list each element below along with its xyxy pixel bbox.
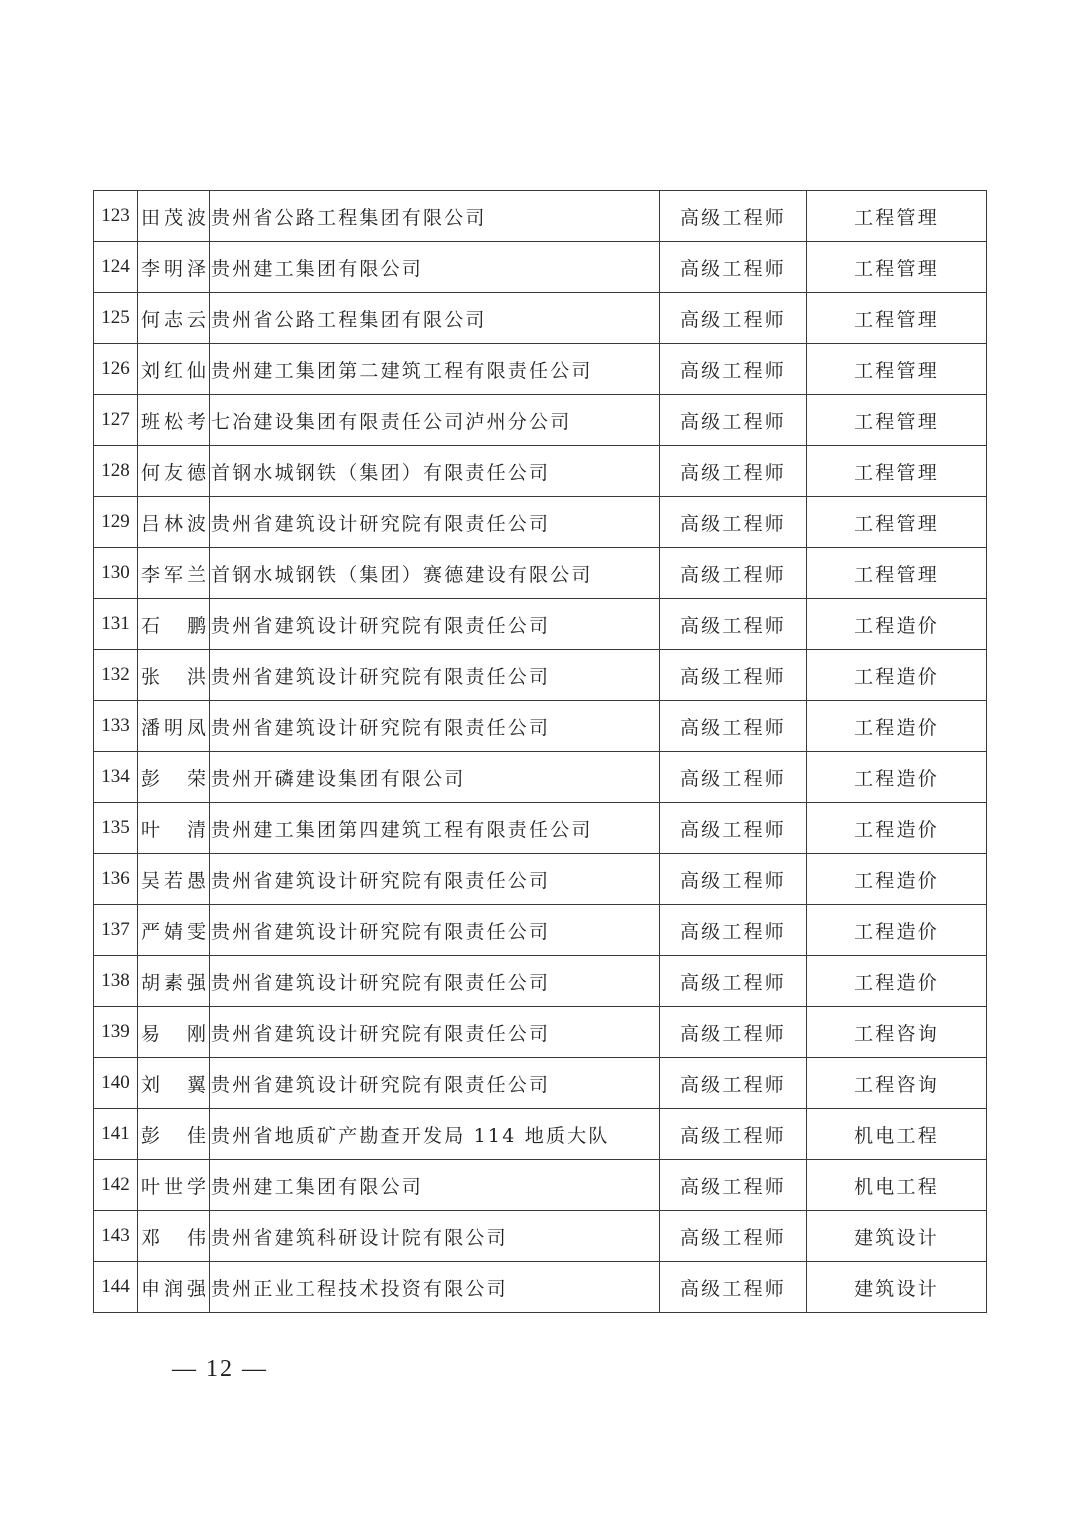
organization-cell: 贵州建工集团有限公司 xyxy=(210,1160,660,1211)
professional-title-cell: 高级工程师 xyxy=(660,191,807,242)
table-row xyxy=(94,752,987,803)
row-number-cell: 138 xyxy=(94,956,138,1007)
specialty-field-cell: 机电工程 xyxy=(807,1109,987,1160)
specialty-field-cell: 工程咨询 xyxy=(807,1058,987,1109)
row-number-cell: 143 xyxy=(94,1211,138,1262)
organization-cell: 七冶建设集团有限责任公司泸州分公司 xyxy=(210,395,660,446)
specialty-field-cell: 工程管理 xyxy=(807,395,987,446)
table-row xyxy=(94,1211,987,1262)
specialty-field-cell: 工程管理 xyxy=(807,446,987,497)
professional-title-cell: 高级工程师 xyxy=(660,905,807,956)
professional-title-cell: 高级工程师 xyxy=(660,344,807,395)
table-row xyxy=(94,344,987,395)
organization-cell: 贵州省建筑设计研究院有限责任公司 xyxy=(210,650,660,701)
row-number-cell: 136 xyxy=(94,854,138,905)
organization-cell: 贵州省建筑科研设计院有限公司 xyxy=(210,1211,660,1262)
specialty-field-cell: 工程造价 xyxy=(807,752,987,803)
professional-title-cell: 高级工程师 xyxy=(660,446,807,497)
organization-cell: 贵州省建筑设计研究院有限责任公司 xyxy=(210,497,660,548)
table-row xyxy=(94,599,987,650)
organization-cell: 贵州省公路工程集团有限公司 xyxy=(210,191,660,242)
professional-title-cell: 高级工程师 xyxy=(660,1160,807,1211)
person-name-cell: 叶清 xyxy=(138,803,210,854)
row-number-cell: 131 xyxy=(94,599,138,650)
organization-cell: 贵州建工集团有限公司 xyxy=(210,242,660,293)
row-number-cell: 142 xyxy=(94,1160,138,1211)
specialty-field-cell: 工程管理 xyxy=(807,242,987,293)
person-name-cell: 彭佳 xyxy=(138,1109,210,1160)
person-name-cell: 吕林波 xyxy=(138,497,210,548)
person-name-cell: 刘翼 xyxy=(138,1058,210,1109)
organization-cell: 贵州省建筑设计研究院有限责任公司 xyxy=(210,854,660,905)
specialty-field-cell: 工程造价 xyxy=(807,956,987,1007)
person-name-cell: 申润强 xyxy=(138,1262,210,1313)
table-row xyxy=(94,191,987,242)
specialty-field-cell: 工程管理 xyxy=(807,293,987,344)
organization-cell: 贵州建工集团第二建筑工程有限责任公司 xyxy=(210,344,660,395)
professional-title-cell: 高级工程师 xyxy=(660,1262,807,1313)
organization-cell: 贵州正业工程技术投资有限公司 xyxy=(210,1262,660,1313)
row-number-cell: 126 xyxy=(94,344,138,395)
professional-title-cell: 高级工程师 xyxy=(660,803,807,854)
professional-title-cell: 高级工程师 xyxy=(660,497,807,548)
table-row xyxy=(94,446,987,497)
table-row xyxy=(94,1160,987,1211)
table-row xyxy=(94,905,987,956)
person-name-cell: 吴若愚 xyxy=(138,854,210,905)
specialty-field-cell: 工程造价 xyxy=(807,854,987,905)
row-number-cell: 128 xyxy=(94,446,138,497)
professional-title-cell: 高级工程师 xyxy=(660,1109,807,1160)
table-row xyxy=(94,1058,987,1109)
specialty-field-cell: 工程咨询 xyxy=(807,1007,987,1058)
table-row xyxy=(94,650,987,701)
organization-cell: 贵州开磷建设集团有限公司 xyxy=(210,752,660,803)
row-number-cell: 123 xyxy=(94,191,138,242)
professional-title-cell: 高级工程师 xyxy=(660,752,807,803)
person-name-cell: 班松考 xyxy=(138,395,210,446)
professional-title-cell: 高级工程师 xyxy=(660,701,807,752)
professional-title-cell: 高级工程师 xyxy=(660,599,807,650)
row-number-cell: 134 xyxy=(94,752,138,803)
row-number-cell: 130 xyxy=(94,548,138,599)
professional-title-cell: 高级工程师 xyxy=(660,293,807,344)
person-name-cell: 李明泽 xyxy=(138,242,210,293)
specialty-field-cell: 工程管理 xyxy=(807,497,987,548)
organization-cell: 贵州省建筑设计研究院有限责任公司 xyxy=(210,599,660,650)
table-row xyxy=(94,395,987,446)
person-name-cell: 胡素强 xyxy=(138,956,210,1007)
specialty-field-cell: 工程造价 xyxy=(807,599,987,650)
specialty-field-cell: 工程造价 xyxy=(807,803,987,854)
person-name-cell: 邓伟 xyxy=(138,1211,210,1262)
row-number-cell: 140 xyxy=(94,1058,138,1109)
professional-title-cell: 高级工程师 xyxy=(660,242,807,293)
specialty-field-cell: 建筑设计 xyxy=(807,1262,987,1313)
specialty-field-cell: 工程造价 xyxy=(807,650,987,701)
table-row xyxy=(94,803,987,854)
table-row xyxy=(94,1007,987,1058)
table-row xyxy=(94,293,987,344)
professional-title-cell: 高级工程师 xyxy=(660,1007,807,1058)
row-number-cell: 127 xyxy=(94,395,138,446)
row-number-cell: 132 xyxy=(94,650,138,701)
row-number-cell: 135 xyxy=(94,803,138,854)
specialty-field-cell: 工程造价 xyxy=(807,701,987,752)
person-name-cell: 张洪 xyxy=(138,650,210,701)
table-row xyxy=(94,497,987,548)
professional-title-cell: 高级工程师 xyxy=(660,1058,807,1109)
person-name-cell: 易刚 xyxy=(138,1007,210,1058)
organization-cell: 贵州省建筑设计研究院有限责任公司 xyxy=(210,701,660,752)
person-name-cell: 石鹏 xyxy=(138,599,210,650)
specialty-field-cell: 工程管理 xyxy=(807,191,987,242)
person-name-cell: 何志云 xyxy=(138,293,210,344)
row-number-cell: 124 xyxy=(94,242,138,293)
specialty-field-cell: 工程造价 xyxy=(807,905,987,956)
person-name-cell: 彭荣 xyxy=(138,752,210,803)
organization-cell: 贵州省公路工程集团有限公司 xyxy=(210,293,660,344)
professional-title-cell: 高级工程师 xyxy=(660,956,807,1007)
roster-table xyxy=(93,190,987,1313)
professional-title-cell: 高级工程师 xyxy=(660,854,807,905)
professional-title-cell: 高级工程师 xyxy=(660,650,807,701)
table-row xyxy=(94,242,987,293)
row-number-cell: 141 xyxy=(94,1109,138,1160)
page-number: — 12 — xyxy=(172,1356,268,1382)
specialty-field-cell: 机电工程 xyxy=(807,1160,987,1211)
row-number-cell: 144 xyxy=(94,1262,138,1313)
professional-title-cell: 高级工程师 xyxy=(660,548,807,599)
person-name-cell: 严婧雯 xyxy=(138,905,210,956)
organization-cell: 首钢水城钢铁（集团）有限责任公司 xyxy=(210,446,660,497)
table-row xyxy=(94,701,987,752)
specialty-field-cell: 工程管理 xyxy=(807,548,987,599)
row-number-cell: 139 xyxy=(94,1007,138,1058)
person-name-cell: 李军兰 xyxy=(138,548,210,599)
organization-cell: 首钢水城钢铁（集团）赛德建设有限公司 xyxy=(210,548,660,599)
specialty-field-cell: 工程管理 xyxy=(807,344,987,395)
row-number-cell: 133 xyxy=(94,701,138,752)
specialty-field-cell: 建筑设计 xyxy=(807,1211,987,1262)
organization-cell: 贵州省建筑设计研究院有限责任公司 xyxy=(210,1058,660,1109)
person-name-cell: 何友德 xyxy=(138,446,210,497)
person-name-cell: 潘明凤 xyxy=(138,701,210,752)
organization-cell: 贵州省地质矿产勘查开发局 114 地质大队 xyxy=(210,1109,660,1160)
table-row xyxy=(94,1109,987,1160)
roster-table-body xyxy=(94,191,987,1313)
table-row xyxy=(94,548,987,599)
organization-cell: 贵州省建筑设计研究院有限责任公司 xyxy=(210,905,660,956)
professional-title-cell: 高级工程师 xyxy=(660,395,807,446)
person-name-cell: 刘红仙 xyxy=(138,344,210,395)
table-row xyxy=(94,1262,987,1313)
row-number-cell: 125 xyxy=(94,293,138,344)
row-number-cell: 129 xyxy=(94,497,138,548)
organization-cell: 贵州省建筑设计研究院有限责任公司 xyxy=(210,1007,660,1058)
organization-cell: 贵州建工集团第四建筑工程有限责任公司 xyxy=(210,803,660,854)
table-row xyxy=(94,854,987,905)
row-number-cell: 137 xyxy=(94,905,138,956)
professional-title-cell: 高级工程师 xyxy=(660,1211,807,1262)
person-name-cell: 叶世学 xyxy=(138,1160,210,1211)
organization-cell: 贵州省建筑设计研究院有限责任公司 xyxy=(210,956,660,1007)
table-row xyxy=(94,956,987,1007)
person-name-cell: 田茂波 xyxy=(138,191,210,242)
